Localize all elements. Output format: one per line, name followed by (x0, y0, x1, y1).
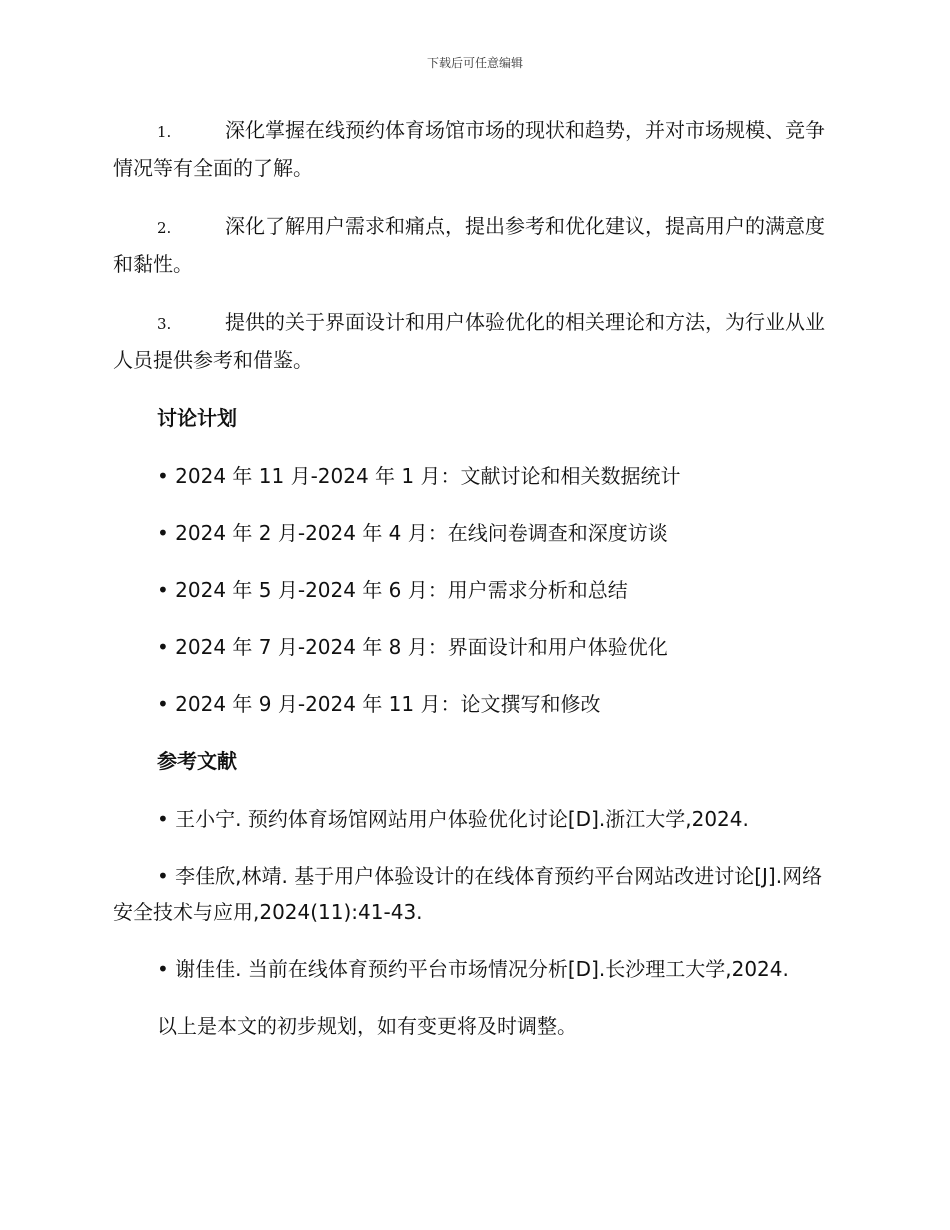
objective-text: 提供的关于界面设计和用户体验优化的相关理论和方法，为行业从业人员提供参考和借鉴。 (113, 310, 825, 372)
plan-item: • 2024 年 9 月-2024 年 11 月：论文撰写和修改 (157, 692, 601, 716)
objective-text: 深化掌握在线预约体育场馆市场的现状和趋势，并对市场规模、竞争情况等有全面的了解。 (113, 118, 825, 180)
objective-number: 3. (157, 315, 172, 333)
plan-section-title: 讨论计划 (157, 406, 237, 430)
plan-item: • 2024 年 7 月-2024 年 8 月：界面设计和用户体验优化 (157, 635, 668, 659)
objective-item (113, 304, 835, 378)
closing-note: 以上是本文的初步规划，如有变更将及时调整。 (157, 1014, 577, 1038)
reference-item: • 李佳欣,林靖. 基于用户体验设计的在线体育预约平台网站改进讨论[J].网络安全技术与应用,2024(11):41-43. (113, 864, 823, 924)
plan-item: • 2024 年 5 月-2024 年 6 月：用户需求分析和总结 (157, 578, 628, 602)
document-body (113, 112, 835, 1044)
objective-text: 深化了解用户需求和痛点，提出参考和优化建议，提高用户的满意度和黏性。 (113, 214, 825, 276)
objective-item (113, 208, 835, 282)
plan-item: • 2024 年 2 月-2024 年 4 月：在线问卷调查和深度访谈 (157, 521, 668, 545)
reference-item: • 王小宁. 预约体育场馆网站用户体验优化讨论[D].浙江大学,2024. (157, 807, 749, 831)
references-section-title: 参考文献 (157, 749, 237, 773)
page-header: 下载后可任意编辑 (426, 56, 523, 70)
objective-item (113, 112, 835, 186)
objective-number: 1. (157, 123, 172, 141)
reference-item: • 谢佳佳. 当前在线体育预约平台市场情况分析[D].长沙理工大学,2024. (157, 957, 789, 981)
objective-number: 2. (157, 219, 172, 237)
plan-item: • 2024 年 11 月-2024 年 1 月：文献讨论和相关数据统计 (157, 464, 681, 488)
